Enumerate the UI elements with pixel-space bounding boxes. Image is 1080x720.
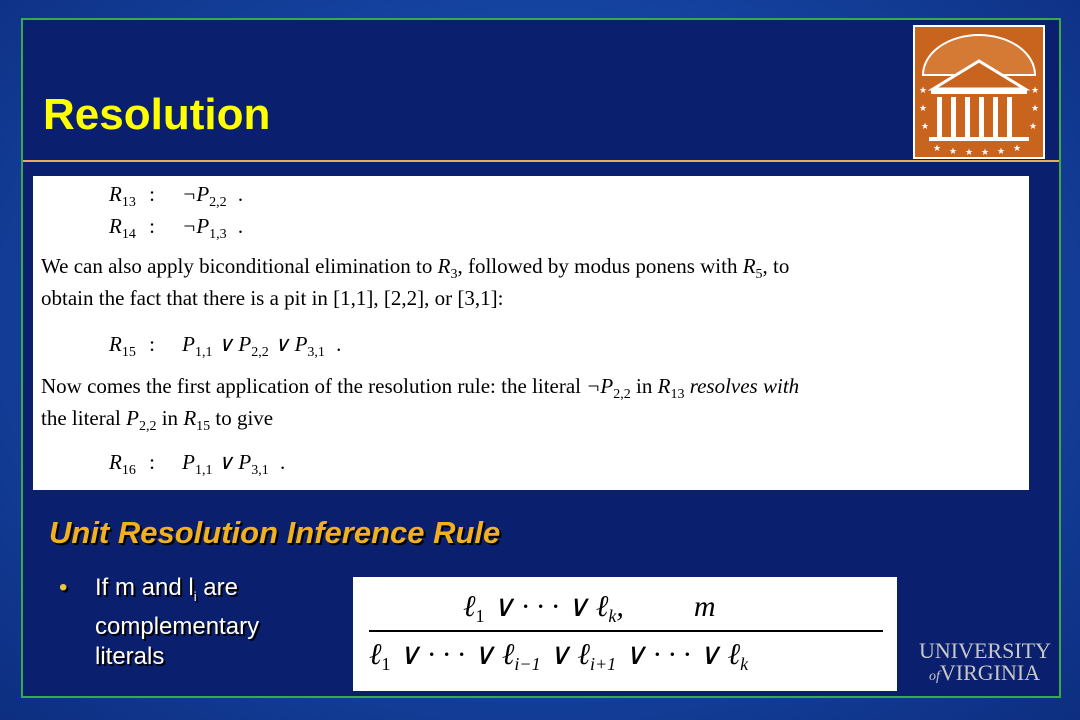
svg-text:★: ★ — [1029, 122, 1038, 132]
r16-p1-sub: 1,1 — [195, 463, 213, 478]
para2-b: in — [630, 374, 658, 398]
r15-p3: ∨ P — [268, 332, 308, 356]
formula-top-a: ℓ — [463, 590, 476, 623]
rotunda-logo-icon — [913, 25, 1045, 159]
formula-bot-d: ∨ · · · ∨ ℓ — [616, 638, 741, 671]
para2-lit-sub: 2,2 — [613, 387, 631, 402]
bullet-dot-icon: • — [59, 574, 68, 601]
formula-top-a-sub: 1 — [475, 606, 485, 626]
title-divider — [23, 160, 1059, 162]
para2-p-sub: 2,2 — [138, 419, 157, 434]
formula-premise — [463, 589, 716, 627]
para2-p: P — [126, 406, 139, 430]
paragraph-2-line-2 — [41, 406, 273, 435]
svg-text:★: ★ — [1031, 104, 1040, 114]
para2-r15: R — [183, 406, 197, 430]
svg-text:★: ★ — [997, 147, 1006, 157]
r13-label: R — [109, 182, 122, 206]
bullet-text — [95, 573, 315, 672]
formula-conclusion — [369, 637, 748, 675]
formula-bot-a-sub: 1 — [381, 654, 391, 674]
bullet-part1: If m and l — [95, 574, 194, 601]
formula-top-m: m — [693, 590, 716, 623]
formula-bot-b: ∨ · · · ∨ ℓ — [390, 638, 515, 671]
svg-text:★: ★ — [965, 148, 974, 157]
para2-r15-sub: 15 — [196, 419, 211, 434]
para2-lit: ¬P — [586, 374, 614, 398]
para2-r13: R — [657, 374, 671, 398]
textbook-excerpt — [33, 176, 1029, 490]
r13-expr-sub: 2,2 — [209, 195, 227, 210]
formula-bot-c: ∨ ℓ — [540, 638, 591, 671]
rule-r15 — [109, 332, 341, 361]
r13-end: . — [237, 182, 244, 206]
r15-p1: P — [182, 332, 195, 356]
formula-top-b: ∨ · · · ∨ ℓ — [484, 590, 609, 623]
para2-f: to give — [210, 406, 274, 430]
formula-bot-d-sub: k — [740, 654, 749, 674]
r16-sep: : — [149, 450, 155, 474]
para2-d: the literal — [41, 406, 127, 430]
unit-resolution-heading: Unit Resolution Inference Rule — [49, 515, 501, 550]
formula-fraction-bar — [369, 630, 883, 632]
r15-label-sub: 15 — [121, 345, 136, 360]
para2-c: resolves with — [684, 374, 800, 398]
r15-p1-sub: 1,1 — [195, 345, 213, 360]
svg-text:★: ★ — [921, 122, 930, 132]
wordmark-line1: UNIVERSITY — [919, 638, 1051, 663]
svg-text:★: ★ — [949, 147, 958, 157]
slide-frame — [21, 18, 1061, 698]
r16-label: R — [109, 450, 122, 474]
para1-r5: R — [742, 254, 756, 278]
r15-p3-sub: 3,1 — [307, 345, 325, 360]
svg-text:★: ★ — [919, 86, 928, 96]
bullet-subscript: i — [193, 588, 197, 604]
svg-text:★: ★ — [933, 144, 942, 154]
r14-end: . — [237, 214, 244, 238]
r14-label-sub: 14 — [121, 227, 136, 242]
para2-a: Now comes the first application of the resolution rule: the literal — [41, 374, 587, 398]
para1-a: We can also apply biconditional elimination to — [41, 254, 438, 278]
r14-expr: ¬P — [182, 214, 210, 238]
wordmark-of: of — [929, 669, 940, 684]
formula-top-c: , — [616, 590, 624, 623]
r16-p1: P — [182, 450, 195, 474]
para2-r13-sub: 13 — [670, 387, 685, 402]
para1-b: , followed by modus ponens with — [457, 254, 743, 278]
svg-text:★: ★ — [1031, 86, 1040, 96]
r15-p2-sub: 2,2 — [251, 345, 269, 360]
paragraph-1-line-2: obtain the fact that there is a pit in [1,1], [2,2], or [3,1]: — [41, 286, 504, 310]
svg-text:★: ★ — [919, 104, 928, 114]
r15-end: . — [336, 332, 342, 356]
formula-top-b-sub: k — [608, 606, 617, 626]
r14-sep: : — [149, 214, 155, 238]
r16-label-sub: 16 — [121, 463, 136, 478]
r15-label: R — [109, 332, 122, 356]
resolution-formula — [353, 577, 897, 691]
slide-title: Resolution — [43, 90, 271, 139]
rule-r13 — [109, 182, 243, 211]
rule-r14 — [109, 214, 243, 243]
paragraph-1-line-1 — [41, 254, 789, 283]
r13-label-sub: 13 — [121, 195, 136, 210]
wordmark-line2 — [919, 662, 1051, 688]
r16-p2: ∨ P — [212, 450, 252, 474]
svg-text:★: ★ — [981, 148, 990, 157]
university-wordmark — [919, 640, 1051, 688]
bullet-part2: are complementary literals — [95, 574, 260, 670]
r16-end: . — [279, 450, 286, 474]
r16-p2-sub: 3,1 — [251, 463, 269, 478]
formula-bot-b-sub: i−1 — [514, 654, 541, 674]
rule-r16 — [109, 450, 285, 479]
r15-p2: ∨ P — [212, 332, 252, 356]
r13-sep: : — [149, 182, 155, 206]
r15-sep: : — [149, 332, 155, 356]
r13-expr: ¬P — [182, 182, 210, 206]
para1-r3: R — [437, 254, 451, 278]
paragraph-2-line-1 — [41, 374, 799, 403]
para1-r5-sub: 5 — [755, 267, 763, 282]
formula-bot-a: ℓ — [369, 638, 382, 671]
svg-text:★: ★ — [1013, 144, 1022, 154]
para2-e: in — [156, 406, 184, 430]
para1-c: , to — [762, 254, 790, 278]
r14-expr-sub: 1,3 — [209, 227, 227, 242]
formula-bot-c-sub: i+1 — [590, 654, 617, 674]
wordmark-virginia: VIRGINIA — [939, 660, 1041, 685]
para1-r3-sub: 3 — [450, 267, 458, 282]
r14-label: R — [109, 214, 122, 238]
